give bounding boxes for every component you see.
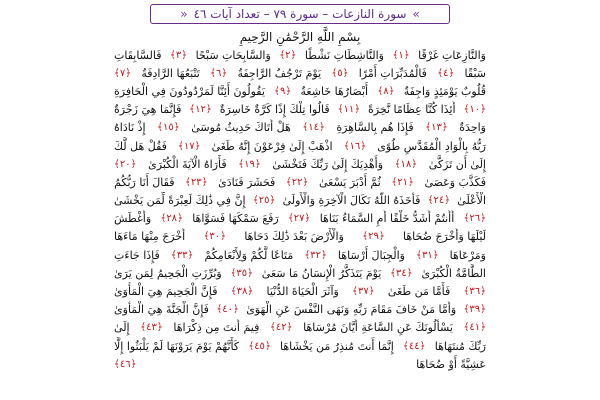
verse-text: يَوْمَ تَرْجُفُ الرَّاجِفَةُ — [237, 66, 322, 80]
verse-number-marker: ﴿٣٧﴾ — [352, 286, 375, 298]
verse-text: أَئِذَا كُنَّا عِظَامًا نَّخِرَةً — [368, 103, 456, 117]
verse-number-marker: ﴿٣٣﴾ — [170, 249, 194, 261]
verse-number-marker: ﴿٢٧﴾ — [287, 213, 311, 225]
verse-text: فَإِذَا جَاءَتِ — [114, 248, 160, 262]
verse-line — [114, 64, 486, 82]
verse-number-marker: ﴿١٧﴾ — [178, 140, 201, 152]
verse-number-marker: ﴿٤٦﴾ — [114, 358, 137, 370]
verse-number-marker: ﴿٢٨﴾ — [160, 213, 183, 225]
verse-number-marker: ﴿٢٥﴾ — [252, 195, 276, 207]
verse-number-marker: ﴿٤٣﴾ — [140, 322, 163, 334]
verse-number-marker: ﴿١﴾ — [392, 49, 410, 61]
verse-text: وَالْأَرْضَ بَعْدَ ذَٰلِكَ دَحَاهَا — [244, 230, 344, 244]
verse-number-marker: ﴿١٤﴾ — [302, 122, 325, 134]
verse-text: فَكَذَّبَ وَعَصَىٰ — [424, 175, 486, 189]
verse-line — [114, 210, 486, 228]
surah-header — [150, 4, 450, 24]
verse-text: يَقُولُونَ أَئِنَّا لَمَرْدُودُونَ فِي الْحَافِرَةِ — [114, 84, 265, 98]
verse-text: فَأَرَاهُ الْآيَةَ الْكُبْرَىٰ — [148, 157, 227, 171]
verse-number-marker: ﴿٢٦﴾ — [463, 213, 486, 225]
verse-number-marker: ﴿٢٤﴾ — [427, 195, 451, 207]
verse-text: فَقَالَ أَنَا رَبُّكُمُ — [114, 175, 175, 189]
verse-text: وَأَغْطَشَ — [114, 212, 152, 226]
header-ornament-left: « — [180, 7, 188, 21]
verse-number-marker: ﴿٤٠﴾ — [216, 304, 239, 316]
verse-number-marker: ﴿٧﴾ — [114, 67, 132, 79]
verse-number-marker: ﴿٤﴾ — [437, 67, 455, 79]
verse-text: إِذْ نَادَاهُ — [114, 121, 146, 135]
verse-text: كَأَنَّهُمْ يَوْمَ يَرَوْنَهَا لَمْ يَلْبَثُوا إِلَّا — [114, 339, 240, 353]
verse-number-marker: ﴿٣٠﴾ — [203, 231, 227, 243]
verse-text: فَالسَّابِقَاتِ — [114, 48, 162, 62]
verse-line — [114, 155, 486, 173]
verse-number-marker: ﴿٣٥﴾ — [230, 267, 253, 279]
header-ornament-right: » — [412, 7, 420, 21]
verse-text: رَبِّكَ مُنتَهَاهَا — [434, 339, 486, 353]
verse-line — [114, 101, 486, 119]
verse-text: فَأَخَذَهُ اللَّهُ نَكَالَ الْآخِرَةِ وَالْأُولَىٰ — [282, 194, 421, 208]
verse-text: ثُمَّ أَدْبَرَ يَسْعَىٰ — [318, 175, 381, 189]
verse-number-marker: ﴿٣٩﴾ — [463, 304, 486, 316]
verse-number-marker: ﴿٢٢﴾ — [285, 176, 309, 188]
verse-number-marker: ﴿٢٩﴾ — [362, 231, 385, 243]
verse-text: اذْهَبْ إِلَىٰ فِرْعَوْنَ إِنَّهُ طَغَىٰ — [211, 139, 333, 153]
verse-text: فَأَمَّا مَن طَغَىٰ — [387, 285, 451, 299]
verse-text: هَلْ أَتَاكَ حَدِيثُ مُوسَىٰ — [191, 121, 291, 135]
verse-text: أَأَنتُمْ أَشَدُّ خَلْقًا أَمِ السَّمَاءُ بَنَاهَا — [319, 212, 455, 226]
verse-text: رَبُّهُ بِالْوَادِ الْمُقَدَّسِ طُوًى — [377, 139, 486, 153]
verse-text: سَبْقًا — [464, 66, 486, 80]
verse-number-marker: ﴿٥﴾ — [331, 67, 349, 79]
verse-number-marker: ﴿٣٨﴾ — [230, 286, 254, 298]
verse-number-marker: ﴿٤٢﴾ — [270, 322, 293, 334]
verse-text: وَأَمَّا مَنْ خَافَ مَقَامَ رَبِّهِ وَنَهَى النَّفْسَ عَنِ الْهَوَىٰ — [246, 303, 457, 317]
verse-line — [114, 337, 486, 355]
verse-text: وَبُرِّزَتِ الْجَحِيمُ لِمَن يَرَىٰ — [114, 266, 222, 280]
verse-number-marker: ﴿١٣﴾ — [425, 122, 448, 134]
verse-line — [114, 192, 486, 210]
verse-number-marker: ﴿٨﴾ — [377, 85, 395, 97]
verse-line — [114, 264, 486, 282]
verse-text: رَفَعَ سَمْكَهَا فَسَوَّاهَا — [192, 212, 279, 226]
verse-text: فَإِنَّمَا هِيَ زَجْرَةٌ — [114, 103, 182, 117]
verse-number-marker: ﴿٩﴾ — [274, 85, 292, 97]
verse-text: إِلَىٰ — [114, 321, 130, 335]
verse-text: وَأَهْدِيَكَ إِلَىٰ رَبِّكَ فَتَخْشَىٰ — [272, 157, 384, 171]
verse-text: الْأَعْلَىٰ — [457, 194, 486, 208]
verse-text: أَبْصَارُهَا خَاشِعَةٌ — [300, 84, 369, 98]
verse-text: وَالنَّاشِطَاتِ نَشْطًا — [304, 48, 384, 62]
verse-text: قَالُوا تِلْكَ إِذًا كَرَّةٌ خَاسِرَةٌ — [219, 103, 330, 117]
verse-number-marker: ﴿١١﴾ — [337, 104, 361, 116]
verse-text: تَتْبَعُهَا الرَّادِفَةُ — [141, 66, 200, 80]
verse-line — [114, 301, 486, 319]
verse-line — [114, 137, 486, 155]
verse-text: وَالْجِبَالَ أَرْسَاهَا — [337, 248, 405, 262]
surah-title: سورة النازعات – سورة ٧٩ – تعداد آيات ٤٦ — [193, 7, 407, 21]
verse-number-marker: ﴿٤٤﴾ — [403, 340, 426, 352]
verse-number-marker: ﴿٣١﴾ — [416, 249, 439, 261]
verse-text: وَمَرْعَاهَا — [449, 248, 486, 262]
verse-lines — [114, 46, 486, 396]
verse-number-marker: ﴿٢١﴾ — [391, 176, 414, 188]
verse-text: فَقُلْ هَل لَّكَ — [114, 139, 167, 153]
verse-line — [114, 246, 486, 264]
verse-number-marker: ﴿٦﴾ — [210, 67, 228, 79]
verse-text: مَتَاعًا لَّكُمْ وَلِأَنْعَامِكُمْ — [204, 248, 294, 262]
verse-number-marker: ﴿١٠﴾ — [463, 104, 486, 116]
verse-text: فَإِنَّ الْجَحِيمَ هِيَ الْمَأْوَىٰ — [114, 285, 218, 299]
verse-line — [114, 282, 486, 300]
verse-number-marker: ﴿٣﴾ — [169, 49, 188, 61]
verse-text: عَشِيَّةً أَوْ ضُحَاهَا — [416, 357, 486, 371]
verse-text: فَإِذَا هُم بِالسَّاهِرَةِ — [336, 121, 414, 135]
verse-number-marker: ﴿١٢﴾ — [189, 104, 212, 116]
verse-text: إِلَىٰ أَن تَزَكَّىٰ — [428, 157, 486, 171]
verse-number-marker: ﴿٤١﴾ — [463, 322, 486, 334]
verse-text: وَاحِدَةٌ — [459, 121, 486, 135]
verse-text: فَالْمُدَبِّرَاتِ أَمْرًا — [358, 66, 427, 80]
verse-number-marker: ﴿١٩﴾ — [238, 158, 261, 170]
verse-text: الطَّامَّةُ الْكُبْرَىٰ — [421, 266, 486, 280]
verse-line — [114, 355, 486, 373]
verse-number-marker: ﴿٣٢﴾ — [304, 249, 327, 261]
verse-text: فَحَشَرَ فَنَادَىٰ — [218, 175, 276, 189]
verse-text: وَالنَّازِعَاتِ غَرْقًا — [418, 48, 486, 62]
verse-number-marker: ﴿٣٦﴾ — [463, 286, 486, 298]
verse-text: إِنَّ فِي ذَٰلِكَ لَعِبْرَةً لِّمَن يَخْشَىٰ — [114, 194, 246, 208]
verse-number-marker: ﴿٤٥﴾ — [248, 340, 271, 352]
verse-line — [114, 119, 486, 137]
verse-line — [114, 46, 486, 64]
verse-number-marker: ﴿٣٤﴾ — [390, 267, 413, 279]
verse-text: لَيْلَهَا وَأَخْرَجَ ضُحَاهَا — [402, 230, 486, 244]
verse-text: فِيمَ أَنتَ مِن ذِكْرَاهَا — [173, 321, 260, 335]
verse-text: يَسْأَلُونَكَ عَنِ السَّاعَةِ أَيَّانَ مُرْسَاهَا — [303, 321, 453, 335]
verse-line — [114, 82, 486, 100]
verse-text: وَالسَّابِحَاتِ سَبْحًا — [195, 48, 271, 62]
bismillah: بِسْمِ اللَّهِ الرَّحْمَٰنِ الرَّحِيمِ — [239, 30, 361, 44]
verse-text: فَإِنَّ الْجَنَّةَ هِيَ الْمَأْوَىٰ — [114, 303, 209, 317]
verse-line — [114, 228, 486, 246]
verse-number-marker: ﴿١٥﴾ — [157, 122, 180, 134]
verse-line — [114, 173, 486, 191]
verse-line — [114, 319, 486, 337]
verse-text: يَوْمَ يَتَذَكَّرُ الْإِنسَانُ مَا سَعَىٰ — [261, 266, 382, 280]
verse-text: وَآثَرَ الْحَيَاةَ الدُّنْيَا — [266, 285, 339, 299]
verse-number-marker: ﴿١٦﴾ — [343, 140, 367, 152]
verse-text: قُلُوبٌ يَوْمَئِذٍ وَاجِفَةٌ — [403, 84, 486, 98]
verse-number-marker: ﴿٢٠﴾ — [114, 158, 137, 170]
verse-number-marker: ﴿٢٣﴾ — [185, 176, 208, 188]
verse-text: أَخْرَجَ مِنْهَا مَاءَهَا — [114, 230, 186, 244]
verse-number-marker: ﴿٢﴾ — [279, 49, 297, 61]
verse-text: إِنَّمَا أَنتَ مُنذِرُ مَن يَخْشَاهَا — [280, 339, 394, 353]
verse-number-marker: ﴿١٨﴾ — [394, 158, 418, 170]
